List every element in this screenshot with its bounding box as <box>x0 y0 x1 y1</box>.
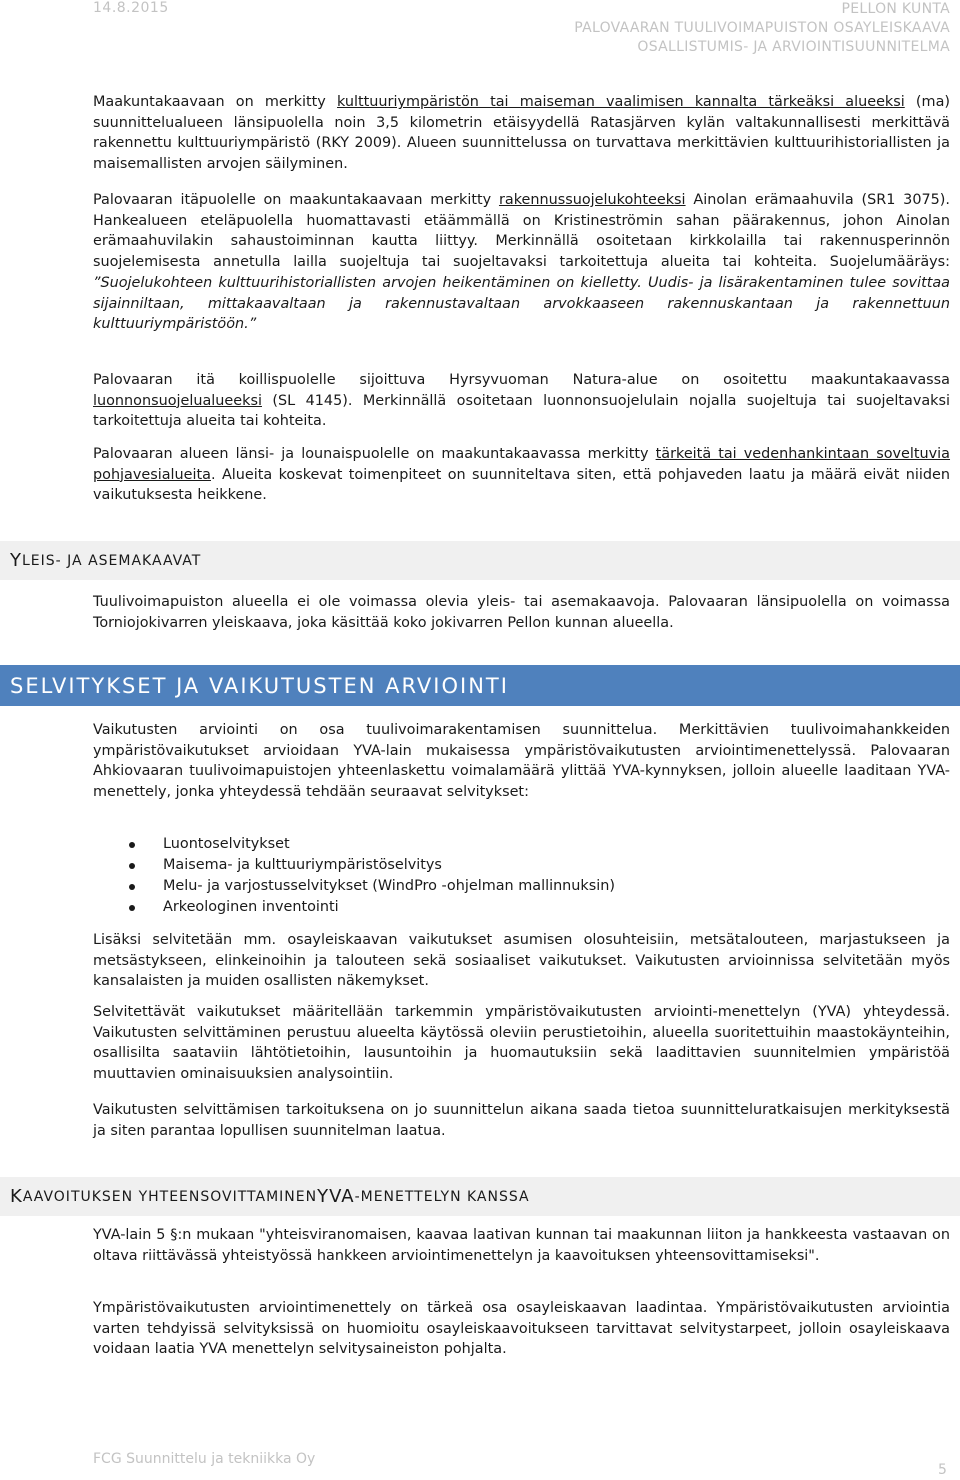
text-run: Ainolan erämaahuvila (SR1 3075). Hankealueen eteläpuolella huomattavasti etäämmällä on Kristineströmin sahan päärakennus, johon Ainolan erämaahuvilakin sahaustoiminnan kautta liittyy. Merkinnällä osoitetaan kirkkolailla tai rakennusperinnön suojelemisesta annetulla lailla suojeltuja tai suojeltavaksi tarkoitettuja alueita tai kohteita. Suojelumääräys: <box>93 192 950 271</box>
heading-rest: -MENETTELYN KANSSA <box>354 1188 530 1205</box>
paragraph-lisaksi: Lisäksi selvitetään mm. osayleiskaavan vaikutukset asumisen olosuhteisiin, metsätalouteen, marjastukseen ja metsästykseen, elinkeinoihin ja talouteen sekä sosiaaliset vaikutukset. Vaikutusten arvioinnissa selvitetään myös kansalaisten ja muiden osallisten näkemykset. <box>93 932 950 990</box>
text-run: Palovaaran alueen länsi- ja lounaispuolelle on maakuntakaavassa merkitty <box>93 446 656 462</box>
header-subtitle: OSALLISTUMIS- JA ARVIOINTISUUNNITELMA <box>637 39 950 55</box>
header-block <box>574 0 950 57</box>
list-item-label: Maisema- ja kulttuuriympäristöselvitys <box>163 857 442 873</box>
link-pohjavesialue[interactable]: tärkeitä tai vedenhankintaan soveltuvia pohjavesialueita <box>93 446 951 483</box>
paragraph-groundwater <box>93 444 950 506</box>
paragraph-tarkoitus: Vaikutusten selvittämisen tarkoituksena on jo suunnittelun aikana saada tietoa suunnitteluratkaisujen merkityksestä ja siten parantaa lopullisen suunnitelman laatua. <box>93 1102 950 1139</box>
link-rakennussuojelukohde[interactable]: rakennussuojelukohteeksi <box>498 192 686 208</box>
page-number: 5 <box>938 1462 947 1478</box>
heading-rest: AAVOITUKSEN YHTEENSOVITTAMINEN <box>22 1188 318 1205</box>
heading-rest: LEIS- JA ASEMAKAAVAT <box>22 552 202 569</box>
footer-company: FCG Suunnittelu ja tekniikka Oy <box>93 1451 316 1467</box>
header-title: PALOVAARAN TUULIVOIMAPUISTON OSAYLEISKAAVA <box>574 20 950 36</box>
list-item <box>93 834 615 855</box>
protection-regulation-quote: ”Suojelukohteen kulttuurihistoriallisten arvojen heikentäminen on kielletty. Uudis- ja lisärakentaminen tulee sovittaa sijainniltaan, mittakaavaltaan ja rakennustavaltaan arvokkaaseen rakennuskantaan ja rakennettuun kulttuuriympäristöön.” <box>93 274 950 333</box>
paragraph-yleiskaava: Tuulivoimapuiston alueella ei ole voimassa olevia yleis- tai asemakaavoja. Palovaaran länsipuolella on voimassa Torniojokivarren yleiskaava, joka käsittää koko jokivarren Pellon kunnan alueella. <box>93 594 950 631</box>
list-item-label: Arkeologinen inventointi <box>163 899 339 915</box>
text-run: Maakuntakaavaan on merkitty <box>93 94 337 110</box>
paragraph-natura <box>93 370 950 432</box>
text-run: . Alueita koskevat toimenpiteet on suunniteltava siten, että pohjaveden laatu ja määrä eivät niiden vaikutuksesta heikkene. <box>93 466 950 504</box>
paragraph-selvitettavat: Selvitettävät vaikutukset määritellään tarkemmin ympäristövaikutusten arviointi-menettelyn (YVA) yhteydessä. Vaikutusten selvittäminen perustuu alueelta käytössä oleviin perustietoihin, alueella suoritettuihin maastokäynteihin, osallisilta saataviin lähtötietoihin, lausuntoihin ja huomautuksiin sekä laadittavien suunnitelmien ympäristöä muuttavien ominaisuuksien analysointiin. <box>93 1004 950 1083</box>
link-ma-area[interactable]: kulttuuriympäristön tai maiseman vaalimisen kannalta tärkeäksi alueeksi <box>337 94 905 110</box>
list-item <box>93 897 615 918</box>
header-date: 14.8.2015 <box>93 0 169 16</box>
section-heading-selvitykset: SELVITYKSET JA VAIKUTUSTEN ARVIOINTI <box>0 665 960 706</box>
paragraph-ymparistovaikutukset: Ympäristövaikutusten arviointimenettely on tärkeä osa osayleiskaavan laadintaa. Ympäristövaikutusten arviointia varten tehdyissä selvityksissä on huomioitu osayleiskaavoitukseen tarvittavat selvitystarpeet, jolloin osayleiskaava voidaan laatia YVA menettelyn selvitysaineiston pohjalta. <box>93 1300 950 1358</box>
heading-yva: YVA <box>317 1186 355 1207</box>
paragraph-yva-laki: YVA-lain 5 §:n mukaan "yhteisviranomaisen, kaavaa laativan kunnan tai maakunnan liiton ja hankkeesta vastaavan on oltava riittävässä yhteistyössä hankkeen arviointimenettelyn ja kaavoituksen yhteensovittamiseksi". <box>93 1227 950 1264</box>
section-heading-kaavoitus-yva <box>0 1177 960 1216</box>
list-item-label: Melu- ja varjostusselvitykset (WindPro -ohjelman mallinnuksin) <box>163 878 615 894</box>
header-org: PELLON KUNTA <box>841 1 950 17</box>
text-run: (SL 4145). Merkinnällä osoitetaan luonnonsuojelulain nojalla suojeltuja tai suojeltavaksi tarkoitettuja alueita tai kohteita. <box>93 392 950 430</box>
list-item <box>93 855 615 876</box>
section-heading-yleis-asemakaavat <box>0 541 960 580</box>
bullet-icon <box>129 905 135 911</box>
bullet-icon <box>129 863 135 869</box>
survey-list <box>93 834 615 918</box>
heading-initial: K <box>10 1186 23 1207</box>
link-luonnonsuojelualue[interactable]: luonnonsuojelualueeksi <box>93 392 262 409</box>
bullet-icon <box>129 884 135 890</box>
text-run: (ma) suunnittelualueen länsipuolella noin 3,5 kilometrin etäisyydellä Ratasjärven kylän valtakunnallisesti merkittävä rakennettu kulttuuriympäristö (RKY 2009). Alueen suunnittelussa on turvattava merkittävien kulttuurihistoriallisten ja maisemallisten arvojen säilyminen. <box>93 94 950 173</box>
heading-initial: Y <box>10 550 22 571</box>
bullet-icon <box>129 842 135 848</box>
paragraph-vaikutusten-arviointi: Vaikutusten arviointi on osa tuulivoimarakentamisen suunnittelua. Merkittävien tuulivoimahankkeiden ympäristövaikutukset arvioidaan YVA-lain mukaisessa ympäristövaikutusten arviointimenettelyssä. Palovaaran Ahkiovaaran tuulivoimapuistojen yhteenlaskettu voimalamäärä ylittää YVA-kynnyksen, jolloin alueelle laaditaan YVA-menettely, jonka yhteydessä tehdään seuraavat selvitykset: <box>93 722 950 801</box>
list-item <box>93 876 615 897</box>
text-run: Palovaaran itä koillispuolelle sijoittuva Hyrsyvuoman Natura-alue on osoitettu maakuntakaavassa <box>93 372 950 388</box>
list-item-label: Luontoselvitykset <box>163 836 290 852</box>
text-run: Palovaaran itäpuolelle on maakuntakaavaan merkitty <box>93 192 499 208</box>
paragraph-sr-building <box>93 190 950 335</box>
paragraph-ma-area <box>93 92 950 175</box>
